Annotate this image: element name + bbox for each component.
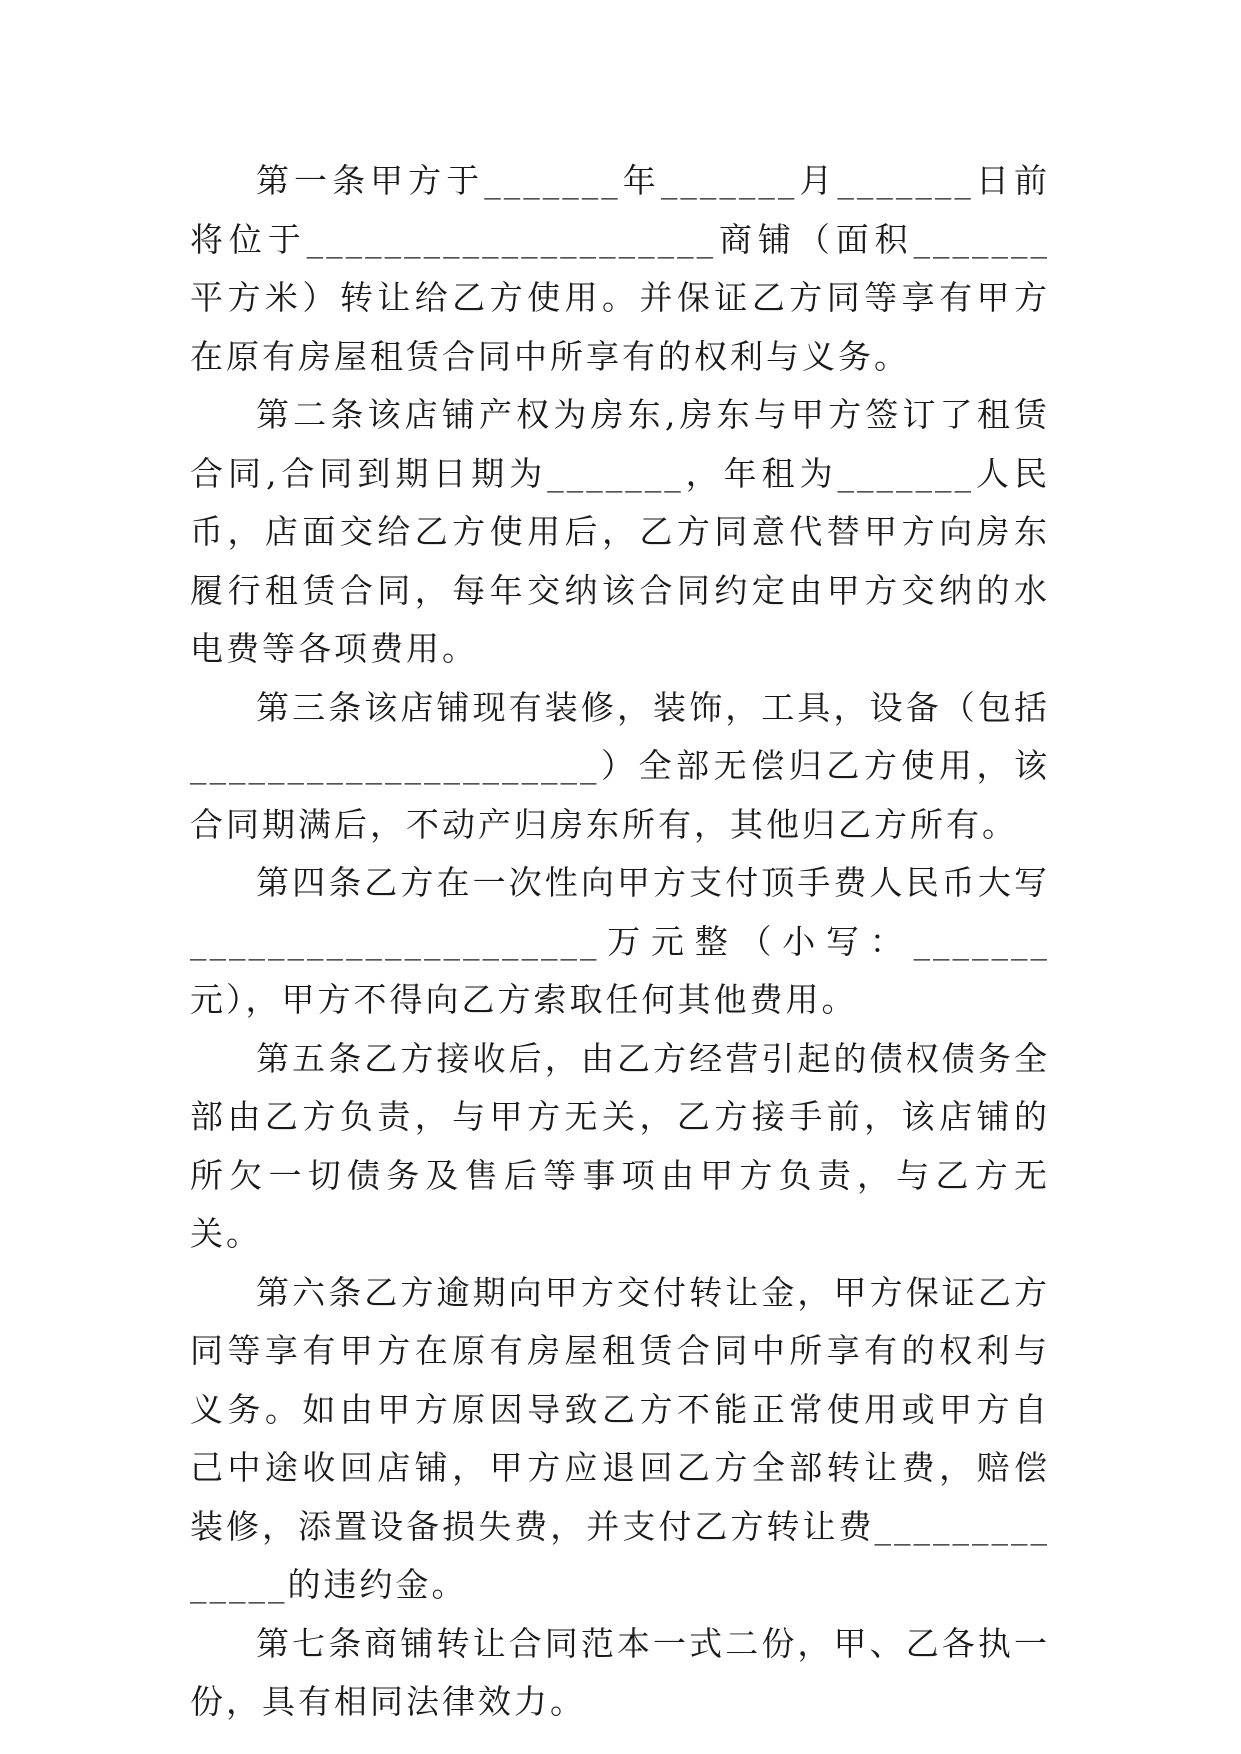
clause-3: 第三条该店铺现有装修，装饰，工具，设备（包括_____________________）全部无偿归乙方使用，该合同期满后，不动产归房东所有，其他归乙方所有。 xyxy=(190,687,1050,844)
clause-1: 第一条甲方于_______年_______月_______日前将位于_____________________商铺（面积_______平方米）转让给乙方使用。并保证乙方同等享有甲方在原有房屋租赁合同中所享有的权利与义务。 xyxy=(190,161,1050,376)
clause-6: 第六条乙方逾期向甲方交付转让金，甲方保证乙方同等享有甲方在原有房屋租赁合同中所享有的权利与义务。如由甲方原因导致乙方不能正常使用或甲方自己中途收回店铺，甲方应退回乙方全部转让费，赔偿装修，添置设备损失费，并支付乙方转让费______________的违约金。 xyxy=(190,1272,1050,1604)
clause-4: 第四条乙方在一次性向甲方支付顶手费人民币大写_____________________万元整（小写：_______元），甲方不得向乙方索取任何其他费用。 xyxy=(190,863,1050,1019)
contract-body xyxy=(190,152,1050,1732)
clause-7: 第七条商铺转让合同范本一式二份，甲、乙各执一份，具有相同法律效力。 xyxy=(190,1623,1050,1721)
clause-2: 第二条该店铺产权为房东,房东与甲方签订了租赁合同,合同到期日期为_______，年租为_______人民币，店面交给乙方使用后，乙方同意代替甲方向房东履行租赁合同，每年交纳该合同约定由甲方交纳的水电费等各项费用。 xyxy=(190,395,1050,668)
clause-5: 第五条乙方接收后，由乙方经营引起的债权债务全部由乙方负责，与甲方无关，乙方接手前，该店铺的所欠一切债务及售后等事项由甲方负责，与乙方无关。 xyxy=(190,1038,1050,1253)
